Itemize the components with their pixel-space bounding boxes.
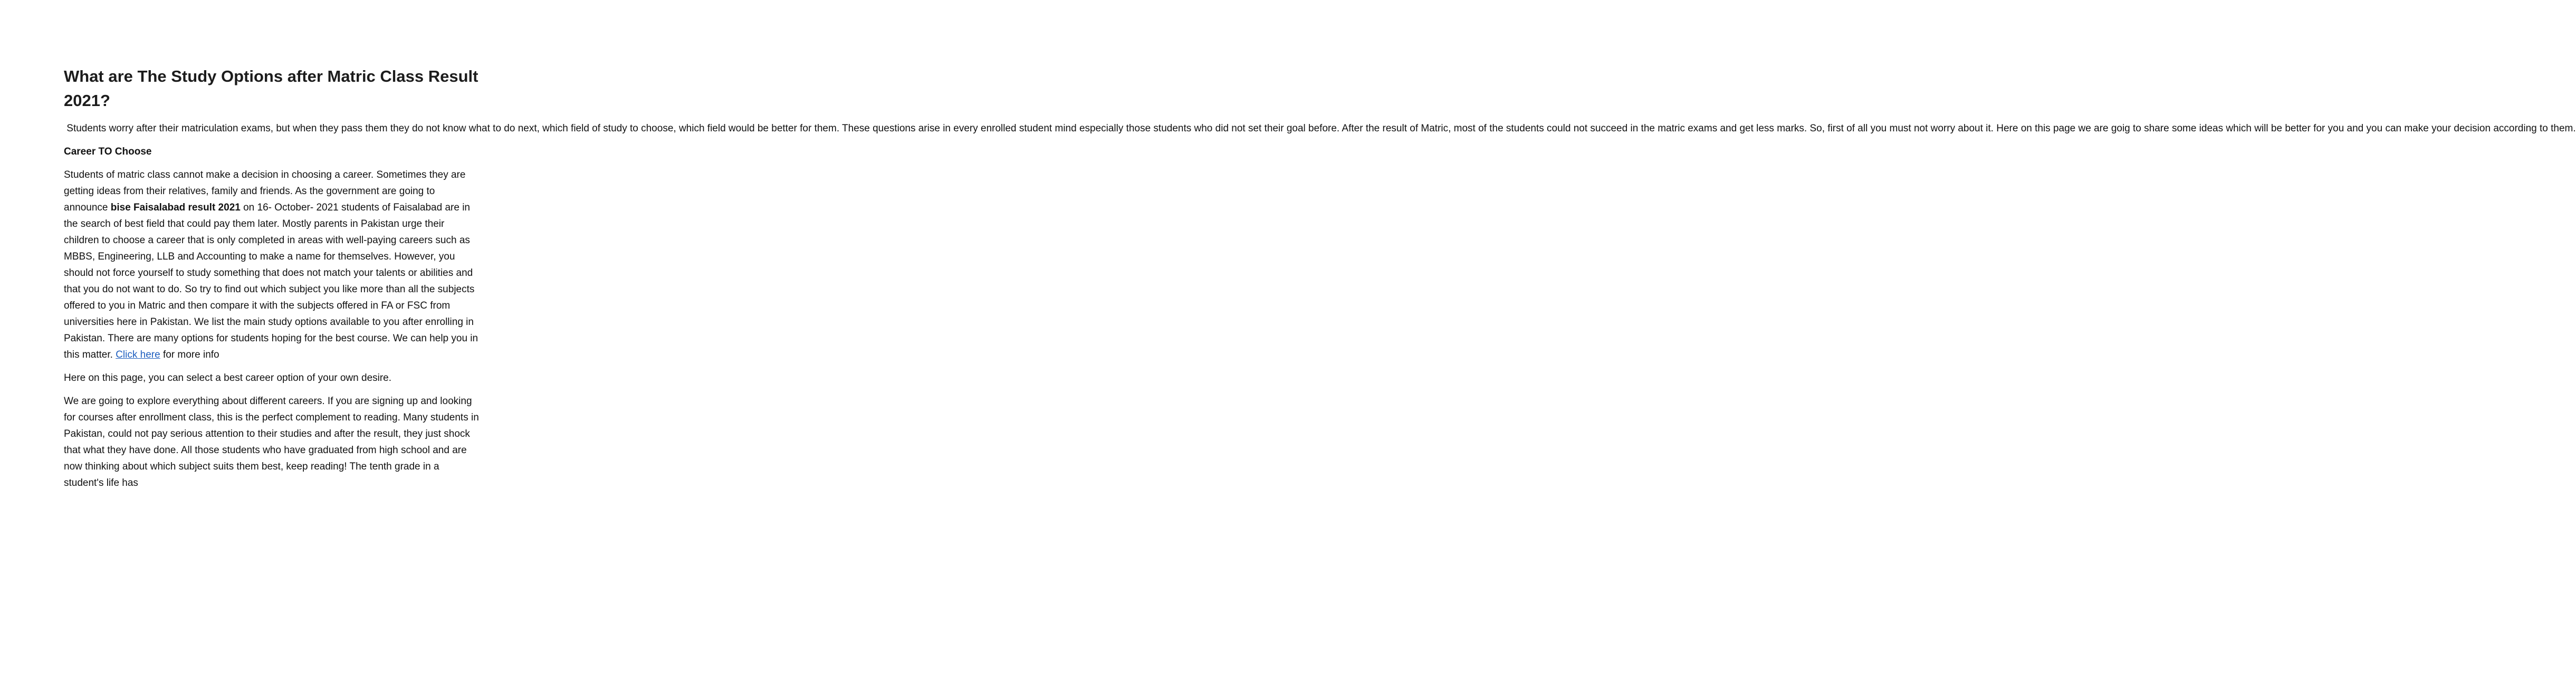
page-title: What are The Study Options after Matric Class Result 2021?: [64, 67, 478, 110]
page-paragraph: Here on this page, you can select a best career option of your own desire.: [64, 372, 392, 384]
career-text-part2: on 16- October- 2021 students of Faisalabad are in the search of best field that could pay them later. Mostly parents in Pakistan urge their children to choose a career that is only completed in areas with well-paying careers such as MBBS, Engineering, LLB and Accounting to make a name for themselves. However, you should not force yourself to study something that does not match your talents or abilities and that you do not want to do. So try to find out which subject you like more than all the subjects offered to you in Matric and then compare it with the subjects offered in FA or FSC from universities here in Pakistan. We list the main study options available to you after enrolling in Pakistan. There are many options for students hoping for the best course. We can help you in this matter.: [64, 202, 478, 360]
career-paragraph: [64, 167, 481, 363]
career-text-part1: Students of matric class cannot make a decision in choosing a career. Sometimes they are getting ideas from their relatives, family and friends. As the government are going to announce: [64, 169, 466, 213]
document-body: [64, 64, 2576, 491]
click-here-link[interactable]: Click here: [116, 349, 160, 360]
intro-text: Students worry after their matriculation exams, but when they pass them they do not know what to do next, which field of study to choose, which field would be better for them. These questions arise in every enrolled student mind especially those students who did not set their goal before. After the result of Matric, most of the students could not succeed in the matric exams and get less marks. So, first of all you must not worry about it. Here on this page we are goig to share some ideas which will be better for you and you can make your decision according to them.: [64, 123, 2576, 134]
section-heading: Career TO Choose: [64, 146, 152, 157]
explore-paragraph: We are going to explore everything about different careers. If you are signing up and looking for courses after enrollment class, this is the perfect complement to reading. Many students in Pakistan, could not pay serious attention to their studies and after the result, they just shock that what they have done. All those students who have graduated from high school and are now thinking about which subject suits them best, keep reading! The tenth grade in a student's life has: [64, 396, 479, 489]
intro-paragraph: [64, 120, 2576, 137]
bold-keyword: bise Faisalabad result 2021: [110, 202, 241, 213]
career-text-part3: for more info: [160, 349, 219, 360]
